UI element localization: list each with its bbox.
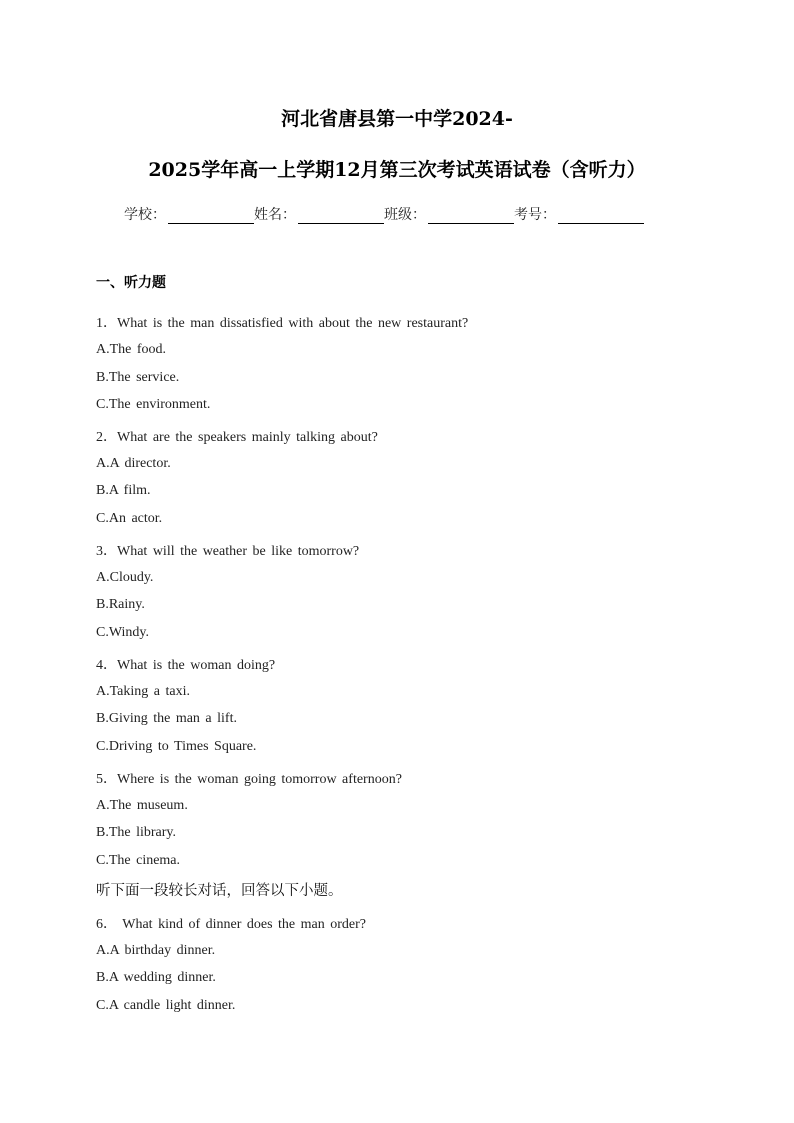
option-4b: B.Giving the man a lift. — [96, 711, 237, 726]
class-field — [384, 204, 514, 224]
option-6c: C.A candle light dinner. — [96, 998, 236, 1013]
option-1b: B.The service. — [96, 370, 180, 385]
school-label: 学校： — [124, 207, 166, 223]
exam-number-field — [514, 204, 644, 224]
exam-number-label: 考号： — [514, 207, 556, 223]
long-dialogue-instruction: 听下面一段较长对话，回答以下小题。 — [96, 883, 343, 899]
option-3b: B.Rainy. — [96, 597, 145, 612]
question-5: 5．Where is the woman going tomorrow afternoon? — [96, 772, 402, 787]
class-blank[interactable] — [428, 208, 514, 224]
option-5a: A.The museum. — [96, 798, 188, 813]
exam-title-line2: 2025学年高一上学期12月第三次考试英语试卷（含听力） — [148, 159, 646, 181]
option-2c: C.An actor. — [96, 511, 163, 526]
section-title-listening: 一、听力题 — [96, 275, 166, 291]
exam-title-line1: 河北省唐县第一中学2024- — [281, 108, 513, 130]
option-1a: A.The food. — [96, 342, 167, 357]
question-3: 3．What will the weather be like tomorrow? — [96, 544, 360, 559]
option-4c: C.Driving to Times Square. — [96, 739, 257, 754]
name-blank[interactable] — [298, 208, 384, 224]
option-5c: C.The cinema. — [96, 853, 181, 868]
option-6b: B.A wedding dinner. — [96, 970, 216, 985]
school-blank[interactable] — [168, 208, 254, 224]
option-2a: A.A director. — [96, 456, 171, 471]
question-2: 2．What are the speakers mainly talking about? — [96, 430, 378, 445]
option-5b: B.The library. — [96, 825, 177, 840]
option-4a: A.Taking a taxi. — [96, 684, 190, 699]
name-field — [254, 204, 384, 224]
question-6: 6． What kind of dinner does the man order? — [96, 917, 367, 932]
school-field — [124, 204, 254, 224]
option-3a: A.Cloudy. — [96, 570, 154, 585]
option-6a: A.A birthday dinner. — [96, 943, 216, 958]
student-info-row — [124, 204, 670, 224]
class-label: 班级： — [384, 207, 426, 223]
question-4: 4．What is the woman doing? — [96, 658, 276, 673]
exam-number-blank[interactable] — [558, 208, 644, 224]
name-label: 姓名： — [254, 207, 296, 223]
option-3c: C.Windy. — [96, 625, 149, 640]
question-1: 1．What is the man dissatisfied with about the new restaurant? — [96, 316, 469, 331]
option-2b: B.A film. — [96, 483, 151, 498]
option-1c: C.The environment. — [96, 397, 211, 412]
